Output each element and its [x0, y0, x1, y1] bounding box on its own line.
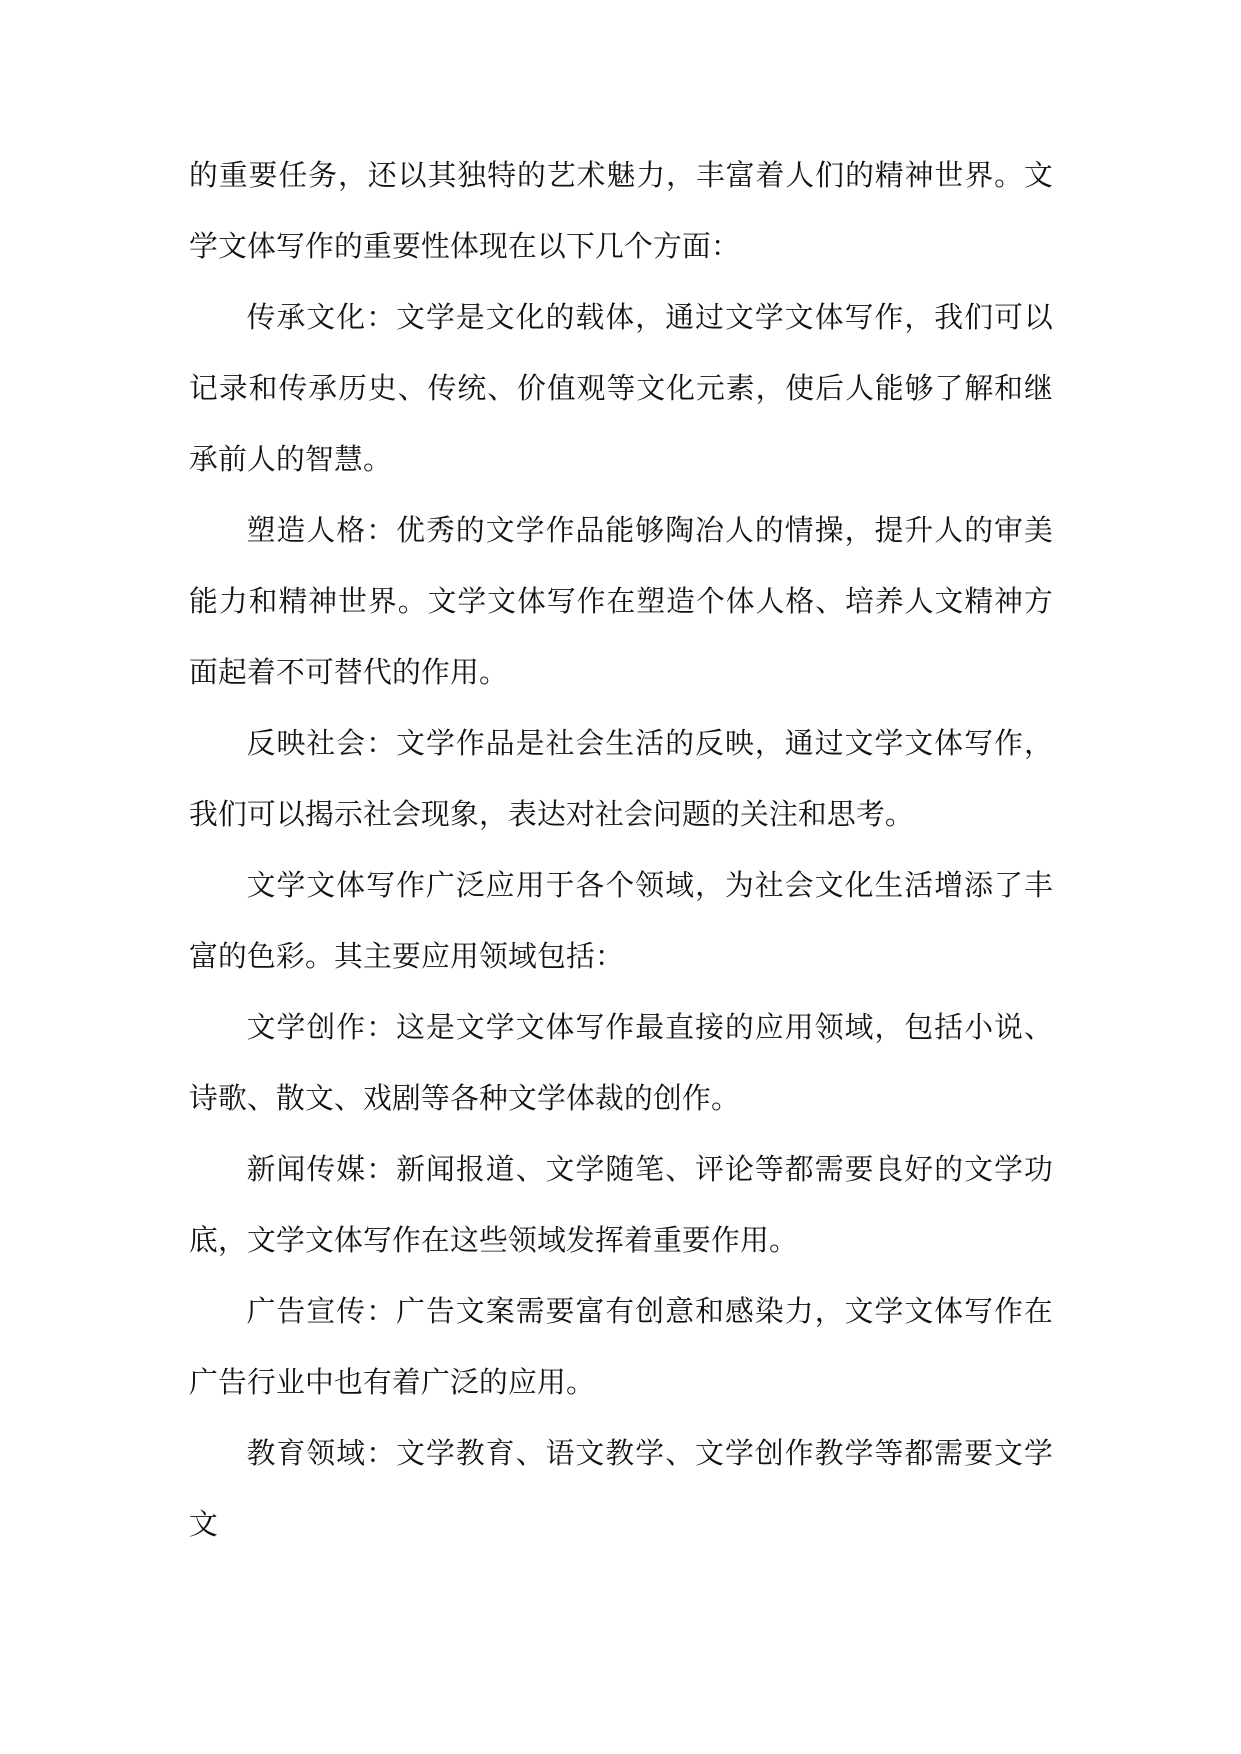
- paragraph-literary-creation: 文学创作：这是文学文体写作最直接的应用领域，包括小说、诗歌、散文、戏剧等各种文学体裁的创作。: [189, 1010, 1053, 1115]
- paragraph-news-media: 新闻传媒：新闻报道、文学随笔、评论等都需要良好的文学功底，文学文体写作在这些领域发挥着重要作用。: [189, 1152, 1053, 1257]
- paragraph-advertising: 广告宣传：广告文案需要富有创意和感染力，文学文体写作在广告行业中也有着广泛的应用。: [189, 1294, 1053, 1399]
- paragraph-reflect-society: 反映社会：文学作品是社会生活的反映，通过文学文体写作，我们可以揭示社会现象，表达对社会问题的关注和思考。: [189, 726, 1053, 831]
- paragraph-application-fields: 文学文体写作广泛应用于各个领域，为社会文化生活增添了丰富的色彩。其主要应用领域包括：: [189, 868, 1053, 973]
- document-body: [189, 140, 1053, 1560]
- paragraph-education: 教育领域：文学教育、语文教学、文学创作教学等都需要文学文: [189, 1436, 1053, 1541]
- paragraph-shape-personality: 塑造人格：优秀的文学作品能够陶冶人的情操，提升人的审美能力和精神世界。文学文体写作在塑造个体人格、培养人文精神方面起着不可替代的作用。: [189, 513, 1053, 689]
- paragraph-inherit-culture: 传承文化：文学是文化的载体，通过文学文体写作，我们可以记录和传承历史、传统、价值观等文化元素，使后人能够了解和继承前人的智慧。: [189, 300, 1053, 476]
- paragraph-intro: 的重要任务，还以其独特的艺术魅力，丰富着人们的精神世界。文学文体写作的重要性体现在以下几个方面：: [189, 158, 1053, 263]
